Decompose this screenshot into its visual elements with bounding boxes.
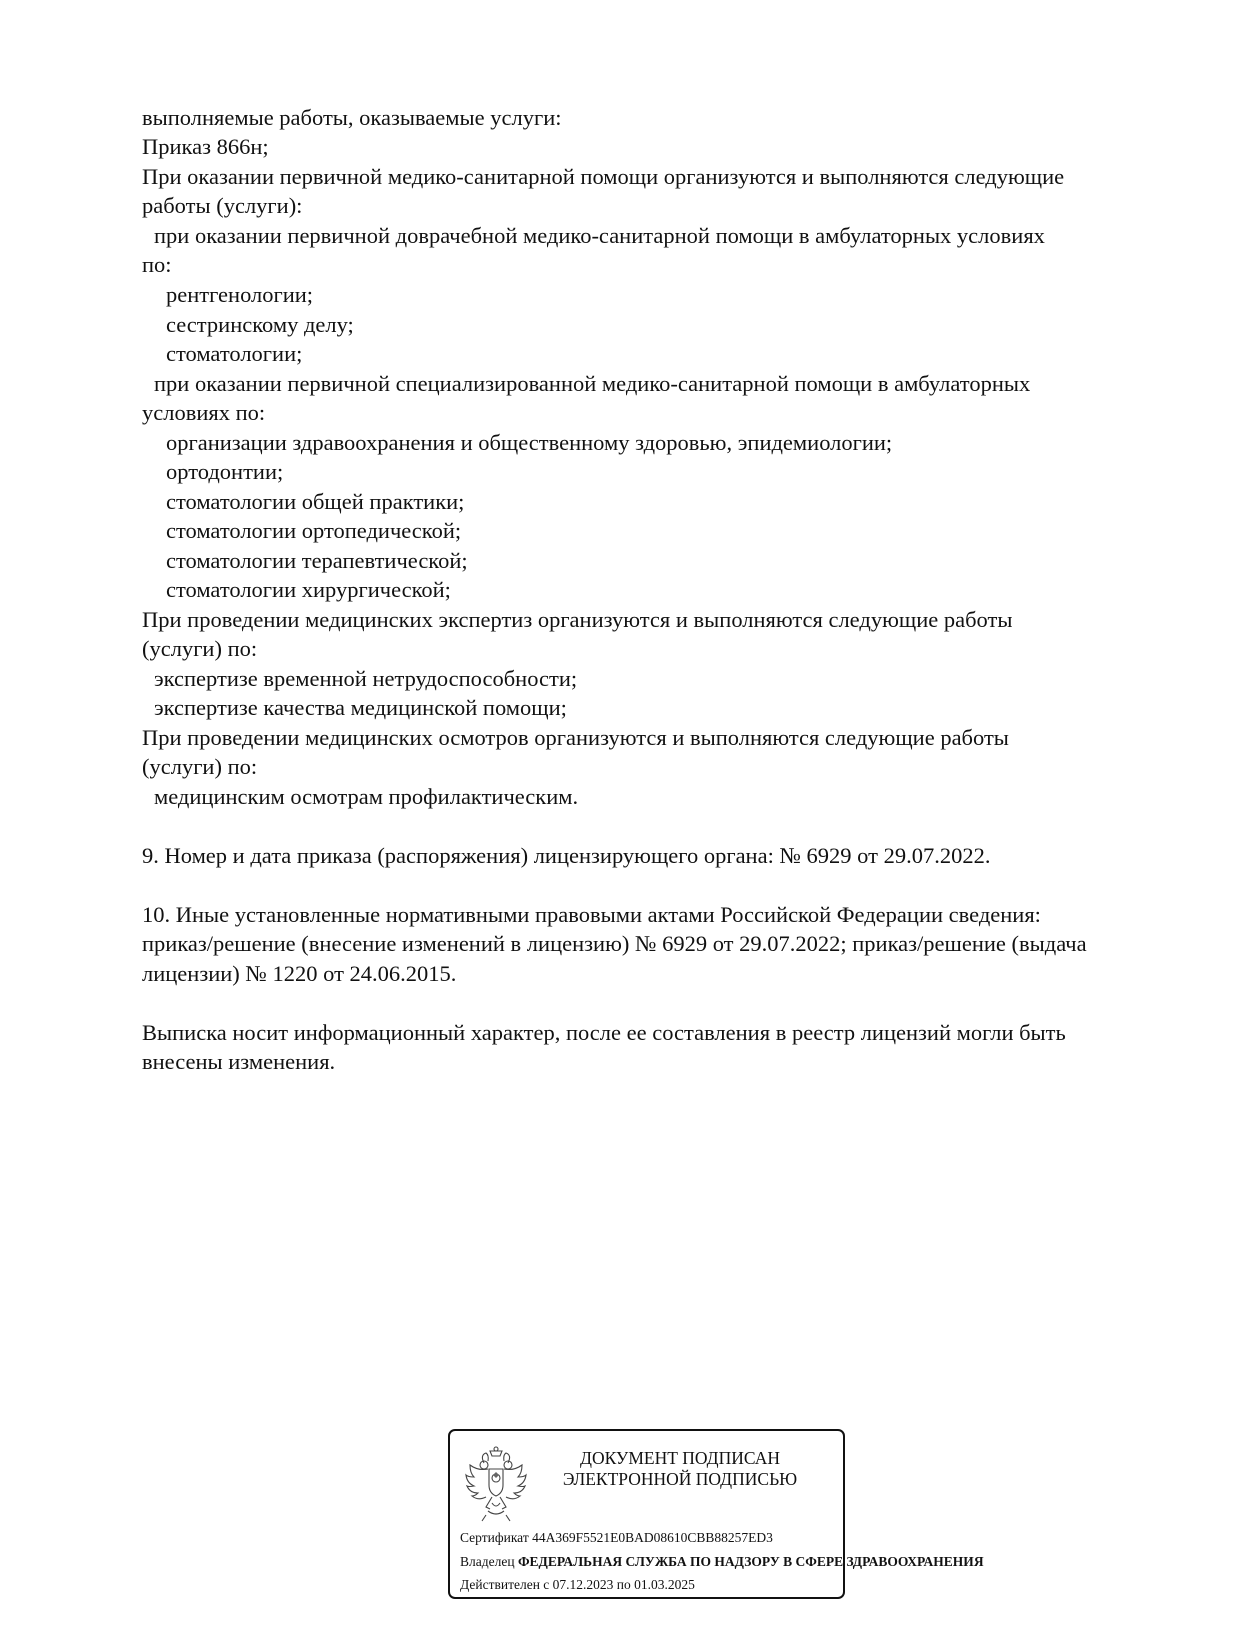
text-line: по: — [142, 252, 172, 277]
text-line: лицензии) № 1220 от 24.06.2015. — [142, 961, 457, 986]
text-line: (услуги) по: — [142, 754, 258, 779]
text-line: стоматологии; — [166, 341, 303, 366]
stamp-title-line2: ЭЛЕКТРОННОЙ ПОДПИСЬЮ — [562, 1469, 798, 1489]
owner-label: Владелец — [460, 1554, 515, 1569]
text-line: При проведении медицинских экспертиз организуются и выполняются следующие работы — [142, 607, 1013, 632]
text-line: при оказании первичной специализированной медико-санитарной помощи в амбулаторных — [154, 371, 1031, 396]
text-line: Приказ 866н; — [142, 134, 269, 159]
owner-value: ФЕДЕРАЛЬНАЯ СЛУЖБА ПО НАДЗОРУ В СФЕРЕ ЗДРАВООХРАНЕНИЯ — [517, 1554, 984, 1569]
text-line: (услуги) по: — [142, 636, 258, 661]
certificate-label: Сертификат — [460, 1530, 529, 1545]
valid-to: 01.03.2025 — [634, 1577, 695, 1592]
validity-line — [460, 1577, 695, 1593]
text-line: экспертизе качества медицинской помощи; — [154, 695, 567, 720]
stamp-title-line1: ДОКУМЕНТ ПОДПИСАН — [580, 1448, 780, 1468]
text-line: Выписка носит информационный характер, после ее составления в реестр лицензий могли быть — [142, 1020, 1066, 1045]
text-line: 10. Иные установленные нормативными правовыми актами Российской Федерации сведения: — [142, 902, 1041, 927]
text-line: экспертизе временной нетрудоспособности; — [154, 666, 578, 691]
valid-to-label: по — [616, 1577, 631, 1592]
text-line: сестринскому делу; — [166, 312, 354, 337]
text-line: стоматологии хирургической; — [166, 577, 451, 602]
text-line: рентгенологии; — [166, 282, 314, 307]
text-line: стоматологии ортопедической; — [166, 518, 462, 543]
valid-from: 07.12.2023 — [552, 1577, 614, 1592]
text-line: условиях по: — [142, 400, 266, 425]
text-line: стоматологии общей практики; — [166, 489, 465, 514]
text-line: приказ/решение (внесение изменений в лицензию) № 6929 от 29.07.2022; приказ/решение (выдача — [142, 931, 1087, 956]
order-number-line: 9. Номер и дата приказа (распоряжения) лицензирующего органа: № 6929 от 29.07.2022. — [142, 843, 991, 868]
certificate-line — [460, 1530, 773, 1546]
electronic-signature-stamp — [448, 1429, 984, 1599]
valid-label: Действителен с — [460, 1577, 550, 1592]
text-line: стоматологии терапевтической; — [166, 548, 468, 573]
text-line: ортодонтии; — [166, 459, 284, 484]
text-line: внесены изменения. — [142, 1049, 336, 1074]
text-line: выполняемые работы, оказываемые услуги: — [142, 105, 562, 130]
coat-of-arms-icon — [462, 1445, 530, 1525]
owner-line — [460, 1554, 984, 1570]
text-line: При оказании первичной медико-санитарной помощи организуются и выполняются следующие — [142, 164, 1065, 189]
text-line: медицинским осмотрам профилактическим. — [154, 784, 579, 809]
text-line: при оказании первичной доврачебной медико-санитарной помощи в амбулаторных условиях — [154, 223, 1045, 248]
certificate-value: 44A369F5521E0BAD08610CBB88257ED3 — [532, 1530, 773, 1545]
text-line: организации здравоохранения и общественному здоровью, эпидемиологии; — [166, 430, 893, 455]
text-line: работы (услуги): — [142, 193, 303, 218]
text-line: При проведении медицинских осмотров организуются и выполняются следующие работы — [142, 725, 1009, 750]
